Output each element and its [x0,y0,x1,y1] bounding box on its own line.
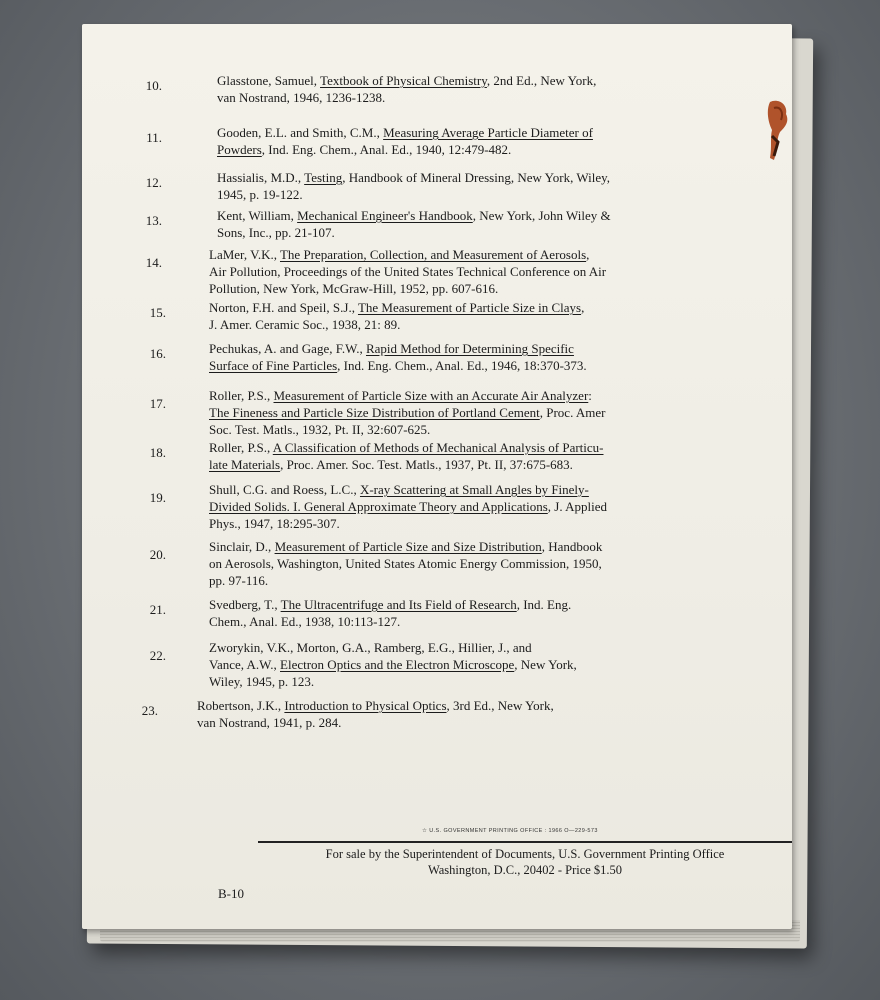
reference-title: The Fineness and Particle Size Distribution of Portland Cement [209,405,540,420]
reference-pre-text: Hassialis, M.D., [217,170,305,185]
reference-line [217,89,596,106]
reference-number: 17. [149,396,166,411]
reference-post-text: , Proc. Amer. Soc. Test. Matls., 1937, Pt. II, 37:675-683. [280,457,573,472]
reference-pre-text: Norton, F.H. and Speil, S.J., [209,300,358,315]
reference-post-text: , Ind. Eng. Chem., Anal. Ed., 1946, 18:370-373. [337,358,587,373]
reference-pre-text: on Aerosols, Washington, United States Atomic Energy Commission, 1950, [209,556,602,571]
reference-line [217,224,611,241]
reference-title: Measurement of Particle Size with an Accurate Air Analyzer [273,388,589,403]
reference-line [209,555,602,572]
reference-pre-text: Glasstone, Samuel, [217,73,321,88]
reference-line [209,340,587,357]
reference-number: 18. [149,445,166,460]
reference-line [209,263,606,280]
reference-number: 22. [149,648,166,663]
reference-line [217,141,593,158]
reference-pre-text: Sons, Inc., pp. 21-107. [217,225,335,240]
reference-pre-text: LaMer, V.K., [209,247,280,262]
reference-post-text: , New York, John Wiley & [472,208,611,223]
reference-post-text: , Ind. Eng. Chem., Anal. Ed., 1940, 12:479-482. [261,142,512,157]
reference-line [197,697,554,714]
reference-pre-text: Roller, P.S., [209,440,273,455]
reference-text [217,207,611,241]
reference-line [209,439,604,456]
reference-pre-text: J. Amer. Ceramic Soc., 1938, 21: 89. [209,317,401,332]
reference-text [209,299,584,333]
reference-line [209,572,602,589]
reference-pre-text: Zworykin, V.K., Morton, G.A., Ramberg, E.G., Hillier, J., and [209,640,532,655]
reference-title: Measuring Average Particle Diameter of [383,125,593,140]
reference-title: Surface of Fine Particles [209,358,338,373]
reference-number: 13. [145,213,162,228]
reference-line [209,357,587,374]
reference-title: Textbook of Physical Chemistry [320,73,487,88]
reference-number: 20. [149,547,166,562]
reference-line [209,387,605,404]
reference-text [209,538,602,589]
reference-pre-text: Soc. Test. Matls., 1932, Pt. II, 32:607-625. [209,422,431,437]
reference-text [209,387,605,438]
reference-text [209,246,606,297]
reference-text [209,596,571,630]
reference-post-text: , [581,300,585,315]
reference-line [217,207,611,224]
reference-title: X-ray Scattering at Small Angles by Finely- [359,482,589,497]
reference-line [197,714,554,731]
reference-pre-text: Kent, William, [217,208,298,223]
reference-text [209,340,587,374]
reference-post-text: , Ind. Eng. [516,597,572,612]
reference-text [209,639,577,690]
reference-line [209,596,571,613]
document-page [82,24,792,929]
reference-pre-text: pp. 97-116. [209,573,269,588]
reference-text [217,72,596,106]
reference-post-text: , 3rd Ed., New York, [446,698,554,713]
reference-title: Mechanical Engineer's Handbook [297,208,473,223]
reference-line [217,186,610,203]
reference-post-text: , [586,247,590,262]
sale-notice-line-2: Washington, D.C., 20402 - Price $1.50 [427,863,623,877]
reference-title: The Measurement of Particle Size in Clays [357,300,582,315]
reference-pre-text: Vance, A.W., [209,657,281,672]
reference-pre-text: Svedberg, T., [209,597,281,612]
reference-number: 12. [145,175,162,190]
page-number: B-10 [218,886,244,901]
reference-line [209,673,577,690]
reference-pre-text: 1945, p. 19-122. [217,187,303,202]
reference-pre-text: van Nostrand, 1946, 1236-1238. [217,90,386,105]
reference-title: The Preparation, Collection, and Measurement of Aerosols [279,247,587,262]
reference-pre-text: Gooden, E.L. and Smith, C.M., [217,125,384,140]
reference-title: Introduction to Physical Optics [284,698,447,713]
reference-text [209,481,607,532]
reference-number: 16. [149,346,166,361]
reference-pre-text: Sinclair, D., [209,539,275,554]
reference-title: Rapid Method for Determining Specific [365,341,574,356]
reference-line [209,613,571,630]
reference-post-text: , 2nd Ed., New York, [486,73,597,88]
reference-title: Measurement of Particle Size and Size Distribution [274,539,542,554]
reference-pre-text: Pechukas, A. and Gage, F.W., [209,341,366,356]
reference-line [209,421,605,438]
reference-text [217,124,593,158]
reference-number: 23. [141,703,158,718]
reference-title: The Ultracentrifuge and Its Field of Research [280,597,517,612]
sale-notice-line-1: For sale by the Superintendent of Documents, U.S. Government Printing Office [325,847,725,861]
reference-post-text: , Proc. Amer [539,405,606,420]
reference-pre-text: van Nostrand, 1941, p. 284. [197,715,342,730]
reference-line [209,246,606,263]
reference-pre-text: Air Pollution, Proceedings of the United States Technical Conference on Air [209,264,607,279]
reference-line [209,481,607,498]
reference-post-text: , Handbook of Mineral Dressing, New York, Wiley, [342,170,611,185]
binding-tape [766,98,792,164]
reference-line [217,124,593,141]
reference-line [209,538,602,555]
reference-title: Testing [304,170,343,185]
reference-line [209,515,607,532]
reference-line [209,639,577,656]
reference-text [209,439,604,473]
reference-post-text: : [588,388,592,403]
reference-pre-text: Pollution, New York, McGraw-Hill, 1952, pp. 607-616. [209,281,499,296]
reference-post-text: , Handbook [541,539,603,554]
reference-line [209,656,577,673]
reference-title: Powders [217,142,262,157]
reference-line [217,72,596,89]
reference-pre-text: Wiley, 1945, p. 123. [209,674,315,689]
reference-title: late Materials [209,457,281,472]
reference-number: 15. [149,305,166,320]
reference-post-text: , New York, [514,657,577,672]
reference-number: 14. [145,255,162,270]
reference-pre-text: Phys., 1947, 18:295-307. [209,516,340,531]
reference-number: 10. [145,78,162,93]
reference-post-text: , J. Applied [547,499,608,514]
reference-pre-text: Shull, C.G. and Roess, L.C., [209,482,360,497]
reference-pre-text: Robertson, J.K., [197,698,285,713]
reference-line [209,316,584,333]
reference-line [217,169,610,186]
reference-title: A Classification of Methods of Mechanical Analysis of Particu- [272,440,604,455]
reference-text [217,169,610,203]
reference-text [197,697,554,731]
reference-line [209,404,605,421]
reference-number: 11. [146,130,162,145]
reference-pre-text: Chem., Anal. Ed., 1938, 10:113-127. [209,614,401,629]
sale-notice [258,846,792,878]
footer-rule [258,841,792,843]
reference-line [209,280,606,297]
reference-number: 21. [149,602,166,617]
reference-pre-text: Roller, P.S., [209,388,274,403]
reference-title: Electron Optics and the Electron Microscope [280,657,515,672]
reference-title: Divided Solids. I. General Approximate Theory and Applications [209,499,548,514]
reference-line [209,498,607,515]
gpo-imprint: ☆ U.S. GOVERNMENT PRINTING OFFICE : 1966 O—229-573 [422,828,598,834]
reference-number: 19. [149,490,166,505]
reference-line [209,299,584,316]
reference-line [209,456,604,473]
